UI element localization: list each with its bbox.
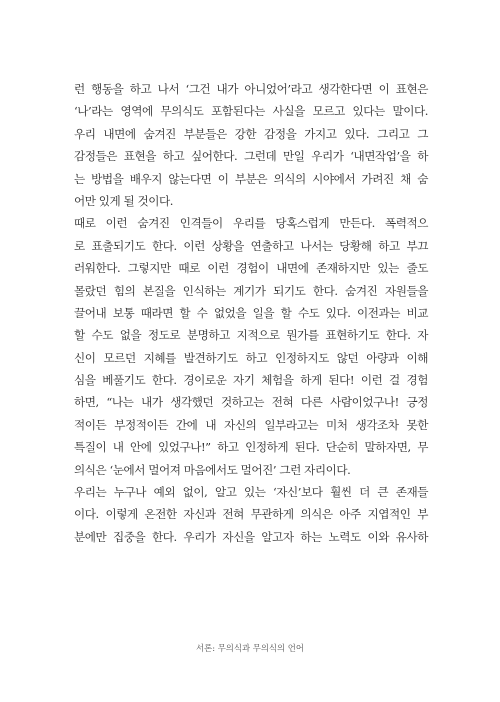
text-line: 심을 베풀기도 한다. 경이로운 자기 체험을 하게 된다! 이런 걸 경험 xyxy=(74,373,428,388)
text-line: 감정들은 표현을 하고 싶어한다. 그런데 만일 우리가 ‘내면작업’을 하 xyxy=(74,149,428,164)
text-line: 의식은 ‘눈에서 멀어져 마음에서도 멀어진’ 그런 자리이다. xyxy=(74,462,351,477)
text-line: 이다. 이렇게 온전한 자신과 전혀 무관하게 의식은 아주 지엽적인 부 xyxy=(74,507,428,522)
running-footer: 서론: 무의식과 무의식의 언어 xyxy=(196,643,304,653)
text-line: 신이 모르던 지혜를 발견하기도 하고 인정하지도 않던 아량과 이해 xyxy=(74,350,428,365)
text-line: 분에만 집중을 한다. 우리가 자신을 알고자 하는 노력도 이와 유사하 xyxy=(74,529,428,544)
text-line: 몰랐던 힘의 본질을 인식하는 계기가 되기도 한다. 숨겨진 자원들을 xyxy=(74,283,428,298)
text-line: ‘나’라는 영역에 무의식도 포함된다는 사실을 모르고 있다는 말이다. xyxy=(74,104,428,119)
text-line: 끌어내 보통 때라면 할 수 없었을 일을 할 수도 있다. 이전과는 비교 xyxy=(74,305,428,320)
text-line: 는 방법을 배우지 않는다면 이 부분은 의식의 시야에서 가려진 채 숨 xyxy=(74,171,428,186)
text-line: 때로 이런 숨겨진 인격들이 우리를 당혹스럽게 만든다. 폭력적으 xyxy=(74,216,428,231)
text-line: 런 행동을 하고 나서 ‘그건 내가 아니었어’라고 생각한다면 이 표현은 xyxy=(74,82,428,96)
text-line: 적이든 부정적이든 간에 내 자신의 일부라고는 미처 생각조차 못한 xyxy=(74,417,428,432)
text-line: 로 표출되기도 한다. 이런 상황을 연출하고 나서는 당황해 하고 부끄 xyxy=(74,238,428,253)
text-line: 우리는 누구나 예외 없이, 알고 있는 ‘자신’보다 훨씬 더 큰 존재들 xyxy=(74,485,428,500)
body-text xyxy=(74,78,428,548)
text-line: 우리 내면에 숨겨진 부분들은 강한 감정을 가지고 있다. 그리고 그 xyxy=(74,126,428,141)
text-line: 러워한다. 그렇지만 때로 이런 경험이 내면에 존재하지만 있는 줄도 xyxy=(74,261,428,276)
text-line: 할 수도 없을 정도로 분명하고 지적으로 뭔가를 표현하기도 한다. 자 xyxy=(74,328,428,343)
text-line: 특질이 내 안에 있었구나!” 하고 인정하게 된다. 단순히 말하자면, 무 xyxy=(74,440,428,455)
text-line: 어만 있게 될 것이다. xyxy=(74,193,173,208)
text-line: 하면, “나는 내가 생각했던 것하고는 전혀 다른 사람이었구나! 긍정 xyxy=(74,395,428,410)
